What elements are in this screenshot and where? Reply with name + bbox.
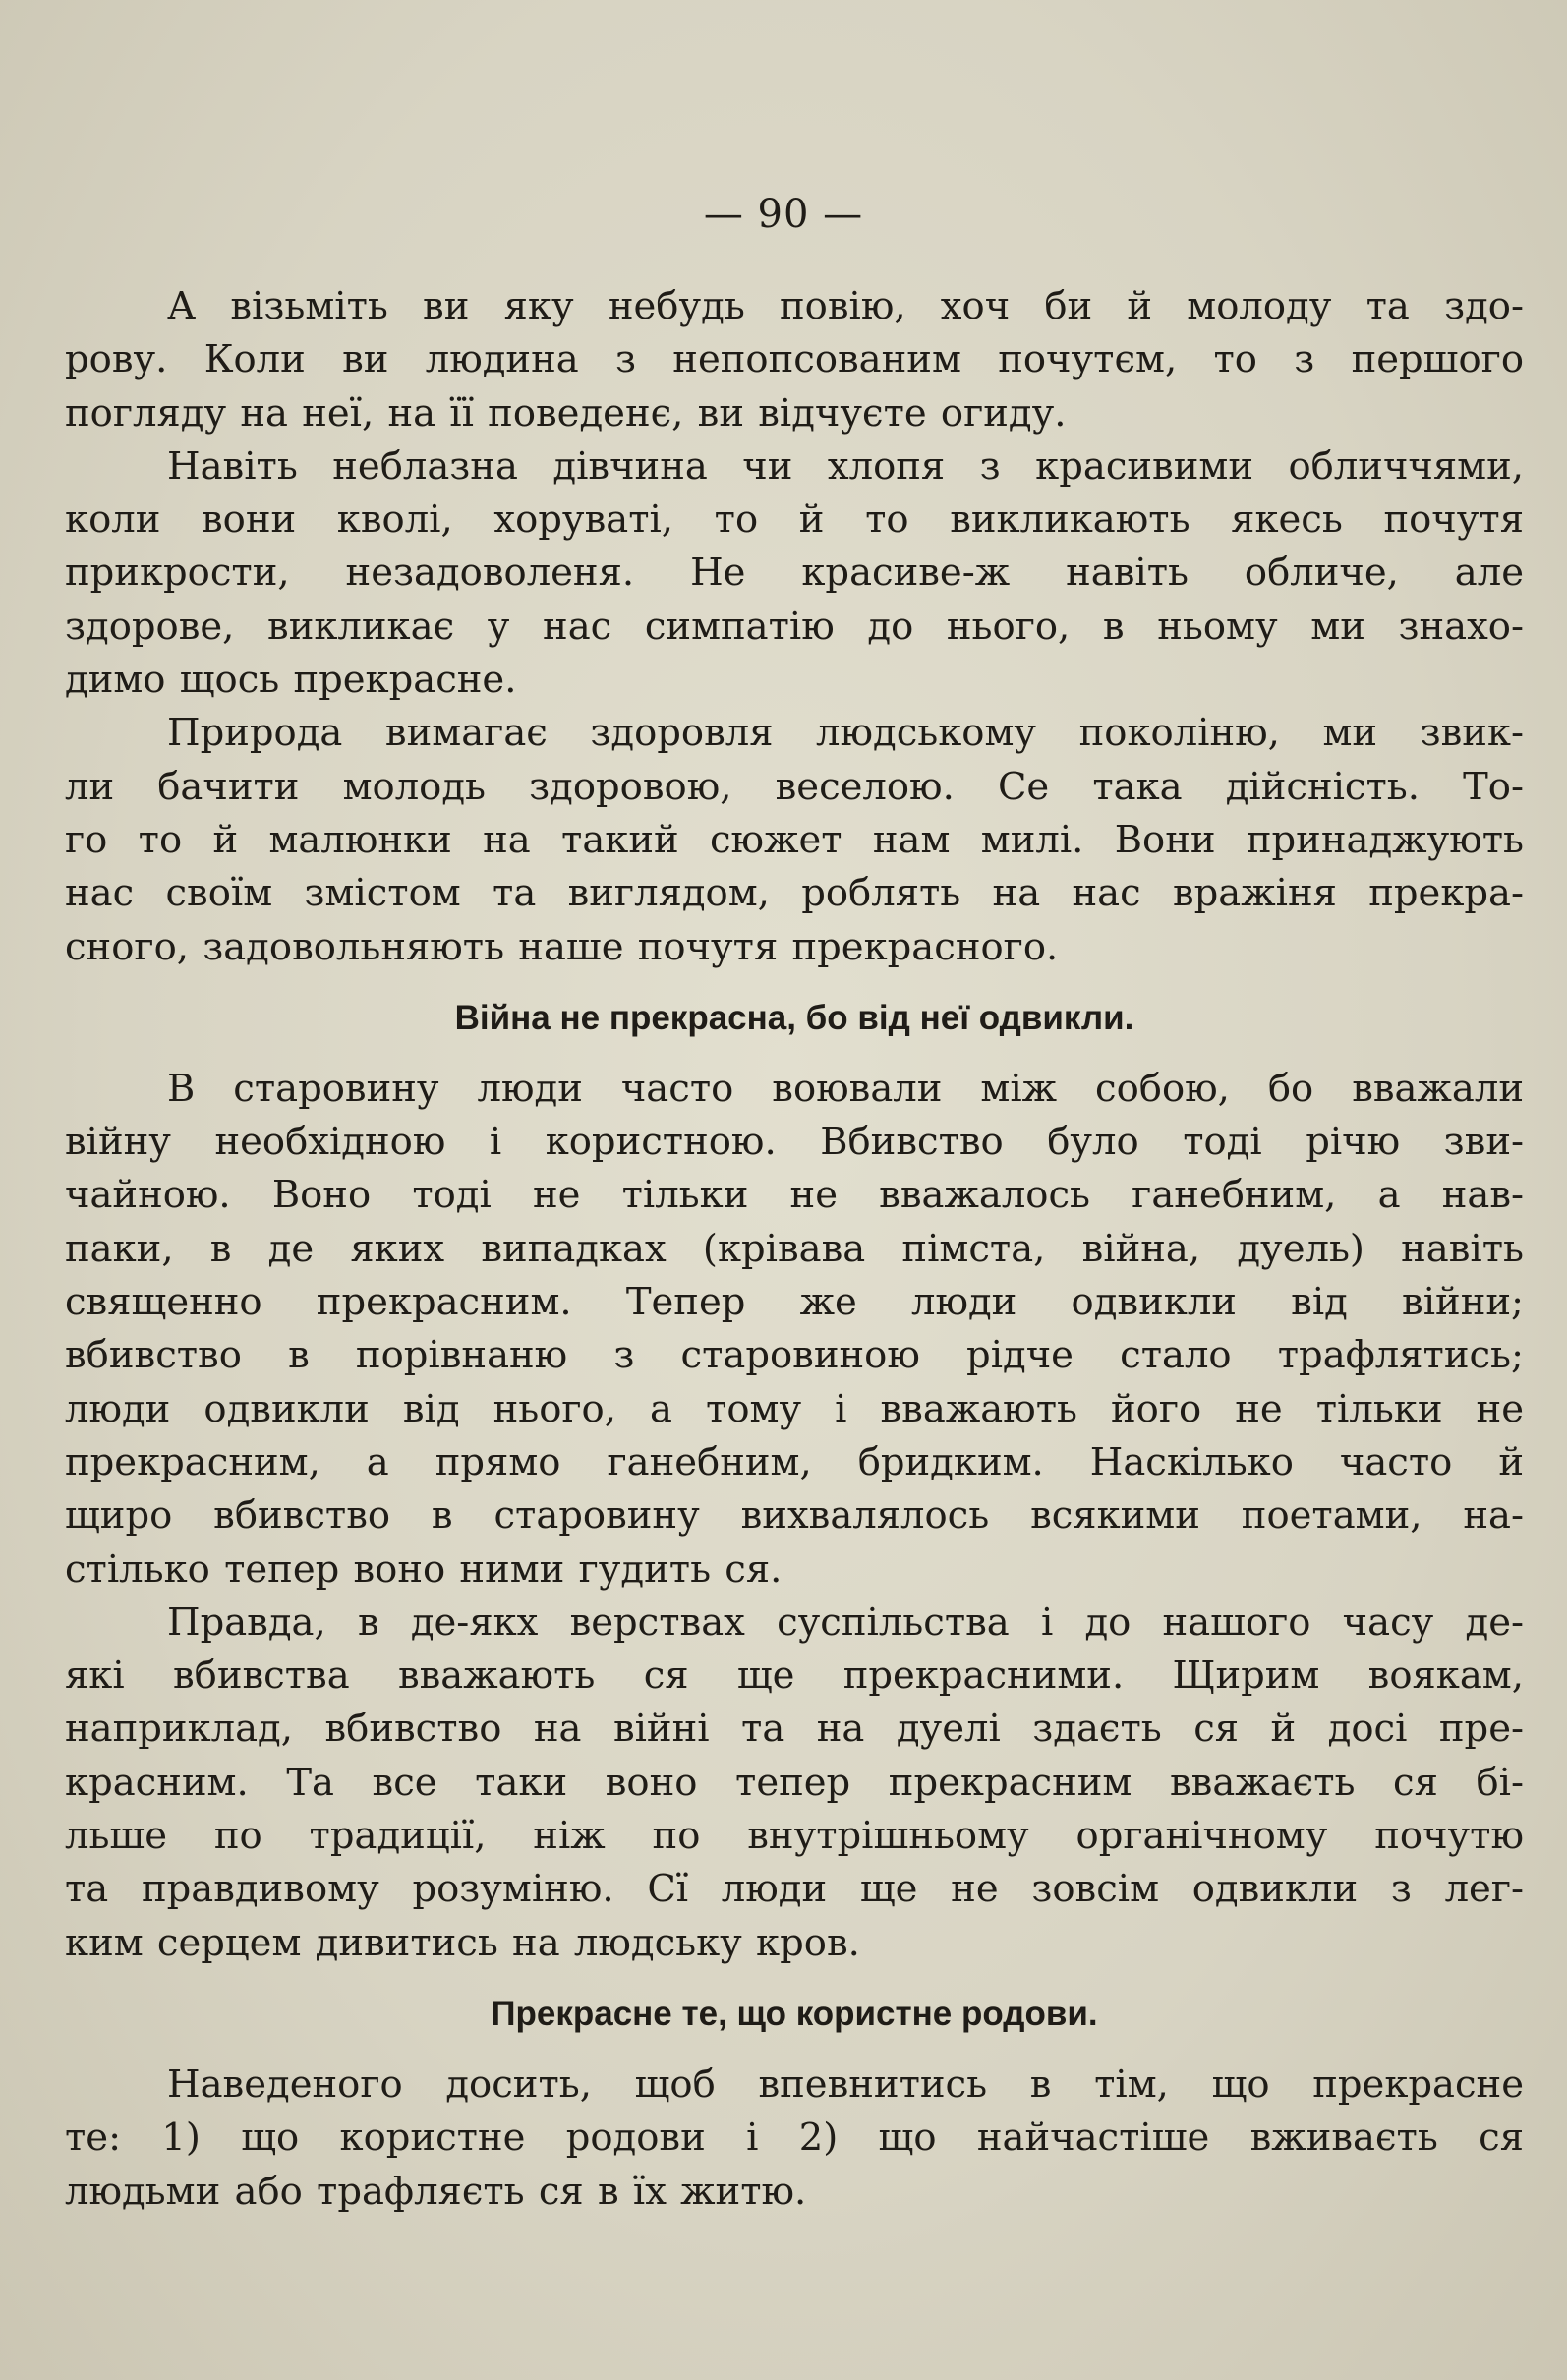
text-line: війну необхідною і користною. Вбивство було тоді річю зви-: [65, 1120, 1524, 1165]
text-line: коли вони кволі, хоруваті, то й то викликають якесь почутя: [65, 497, 1524, 543]
text-line: Правда, в де-якх верствах суспільства і до нашого часу де-: [167, 1599, 1524, 1645]
text-line: Наведеного досить, щоб впевнитись в тім, що прекрасне: [167, 2061, 1524, 2107]
text-line: чайною. Воно тоді не тільки не вважалось ганебним, а нав-: [65, 1173, 1524, 1218]
text-line: А візьміть ви яку небудь повію, хоч би й молоду та здо-: [167, 284, 1524, 328]
text-line: які вбивства вважають ся ще прекрасними. Щирим воякам,: [65, 1654, 1524, 1699]
paragraph: [65, 280, 1524, 440]
text-line: погляду на неї, на її поведенє, ви відчуєте огиду.: [65, 390, 1067, 435]
section-heading: Прекрасне те, що користне родови.: [491, 1994, 1098, 2033]
text-line: нас своїм змістом та виглядом, роблять на нас вражіня прекра-: [65, 871, 1524, 916]
paragraph: [65, 707, 1524, 973]
text-line: Природа вимагає здоровля людському поколіню, ми звик-: [167, 711, 1524, 756]
text-line: щиро вбивство в старовину вихвалялось всякими поетами, на-: [65, 1493, 1524, 1538]
text-line: паки, в де яких випадках (крівава пімста, війна, дуель) навіть: [65, 1226, 1524, 1271]
text-line: рову. Коли ви людина з непопсованим почутєм, то з першого: [65, 337, 1524, 382]
text-line: ким серцем дивитись на людську кров.: [65, 1920, 860, 1965]
paragraph: [65, 1596, 1524, 1970]
text-line: вбивство в порівнаню з старовиною рідче стало трафлятись;: [65, 1333, 1524, 1378]
text-line: прекрасним, а прямо ганебним, бридким. Наскілько часто й: [65, 1439, 1524, 1484]
paragraph: [65, 2059, 1524, 2219]
text-line: Навіть неблазна дівчина чи хлопя з красивими обличчями,: [167, 443, 1524, 489]
text-line: людьми або трафляєть ся в їх житю.: [65, 2169, 807, 2214]
body-text: [65, 280, 1524, 2219]
page-number: — 90 —: [703, 192, 864, 237]
text-line: го то й малюнки на такий сюжет нам милі. Вони принаджують: [65, 817, 1524, 862]
text-line: те: 1) що користне родови і 2) що найчастіше вживаєть ся: [65, 2116, 1524, 2161]
paragraph: [65, 1063, 1524, 1596]
text-line: наприклад, вбивство на війні та на дуелі здаєть ся й досі пре-: [65, 1707, 1524, 1752]
text-line: красним. Та все таки воно тепер прекрасним вважаєть ся бі-: [65, 1760, 1524, 1805]
text-line: здорове, викликає у нас симпатію до нього, в ньому ми знахо-: [65, 604, 1524, 649]
text-line: льше по традиції, ніж по внутрішньому органічному почутю: [65, 1814, 1524, 1859]
text-line: димо щось прекрасне.: [65, 658, 517, 703]
section-heading: Війна не прекрасна, бо від неї одвикли.: [454, 998, 1134, 1037]
text-line: прикрости, незадоволеня. Не красиве-ж навіть обличе, але: [65, 551, 1524, 596]
text-line: ли бачити молодь здоровою, веселою. Се така дійсність. То-: [65, 764, 1524, 809]
text-line: священно прекрасним. Тепер же люди одвикли від війни;: [65, 1280, 1524, 1325]
text-line: сного, задовольняють наше почутя прекрасного.: [65, 924, 1059, 969]
text-line: В старовину люди часто воювали між собою, бо вважали: [167, 1066, 1524, 1111]
text-line: люди одвикли від нього, а тому і вважають його не тільки не: [65, 1386, 1524, 1431]
text-line: стілько тепер воно ними гудить ся.: [65, 1546, 783, 1592]
paragraph: [65, 440, 1524, 707]
text-line: та правдивому розуміню. Сї люди ще не зовсім одвикли з лег-: [65, 1867, 1524, 1912]
